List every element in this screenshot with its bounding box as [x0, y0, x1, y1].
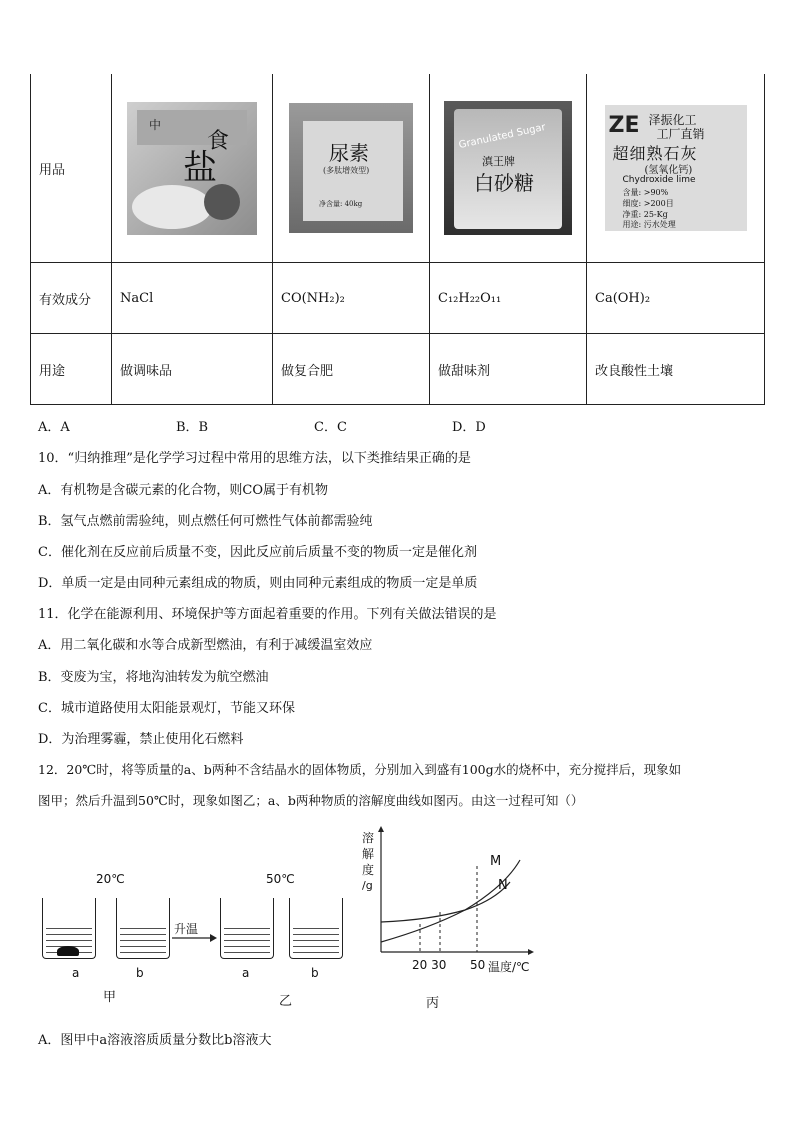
ingredient-lime: Ca(OH)₂	[587, 263, 765, 334]
q12-stem-line1: 12．20℃时，将等质量的a、b两种不含结晶水的固体物质，分别加入到盛有100g水的烧杯中，充分搅拌后，现象如	[38, 762, 682, 777]
q11-stem: 11．化学在能源利用、环境保护等方面起着重要的作用。下列有关做法错误的是	[38, 607, 497, 622]
temp-jia-label: 20℃	[96, 872, 125, 886]
q9-option-b[interactable]: B．B	[176, 420, 209, 435]
curve-m-label: M	[490, 854, 502, 869]
salt-package-photo	[127, 102, 257, 235]
q9-option-d[interactable]: D．D	[452, 420, 486, 435]
arrow-right-icon	[170, 932, 218, 944]
row-label-ingredient: 有效成分	[31, 263, 112, 334]
q11-option-d[interactable]: D．为治理雾霾，禁止使用化石燃料	[38, 732, 244, 747]
use-salt: 做调味品	[112, 334, 273, 405]
curve-n-label: N	[498, 878, 508, 893]
sugar-photo-text-3: 白砂糖	[474, 171, 534, 195]
table-row-ingredients	[31, 263, 765, 334]
row-label-use: 用途	[31, 334, 112, 405]
caption-bing: 丙	[426, 996, 440, 1011]
beaker-a-jia	[42, 898, 96, 959]
beaker-b-jia	[116, 898, 170, 959]
curve-m	[381, 860, 520, 942]
use-lime: 改良酸性土壤	[587, 334, 765, 405]
lime-photo-text-5: Chydroxide lime	[622, 175, 696, 185]
beaker-a-label-yi: a	[242, 966, 250, 980]
q10-stem: 10．“归纳推理”是化学学习过程中常用的思维方法，以下类推结果正确的是	[38, 451, 471, 466]
beaker-b-label-yi: b	[311, 966, 319, 980]
lime-cell	[587, 74, 765, 263]
ingredient-salt: NaCl	[112, 263, 273, 334]
product-table	[30, 74, 765, 405]
curve-n	[381, 882, 510, 922]
q11-option-c[interactable]: C．城市道路使用太阳能景观灯，节能又环保	[38, 701, 295, 716]
q9-option-c[interactable]: C．C	[314, 420, 347, 435]
urea-photo-text-2: (多肽增效型)	[323, 166, 370, 175]
lime-photo-text-1: 泽振化工	[648, 113, 697, 127]
salt-photo-text-2: 食	[207, 128, 230, 154]
salt-photo-text-3: 盐	[183, 147, 217, 188]
urea-cell	[273, 74, 430, 263]
row-label-items: 用品	[31, 74, 112, 263]
q9-option-a[interactable]: A．A	[38, 420, 70, 435]
salt-cell	[112, 74, 273, 263]
ingredient-sugar: C₁₂H₂₂O₁₁	[430, 263, 587, 334]
undissolved-solid	[57, 946, 79, 956]
sugar-bag-photo	[444, 101, 572, 235]
q11-option-a[interactable]: A．用二氧化碳和水等合成新型燃油，有利于减缓温室效应	[38, 638, 373, 653]
lime-photo-text-7: 细度: >200目	[622, 199, 674, 208]
salt-photo-text-1: 中	[149, 117, 162, 132]
lime-bag-photo: ZE 泽振化工 工厂直销 超细熟石灰 (氢氧化钙) Chydroxide lime 含量: >90% 细度: >200目 净重: 25-Kg 用途: 污水处理	[605, 105, 747, 231]
q10-option-c[interactable]: C．催化剂在反应前后质量不变，因此反应前后质量不变的物质一定是催化剂	[38, 545, 477, 560]
q10-option-d[interactable]: D．单质一定是由同种元素组成的物质，则由同种元素组成的物质一定是单质	[38, 576, 478, 591]
caption-yi: 乙	[279, 994, 293, 1009]
xtick-20-30: 20 30	[412, 958, 447, 972]
q11-option-b[interactable]: B．变废为宝，将地沟油转发为航空燃油	[38, 670, 269, 685]
xtick-50: 50	[470, 958, 486, 972]
table-row-uses	[31, 334, 765, 405]
beaker-a-label-jia: a	[72, 966, 80, 980]
temp-yi-label: 50℃	[266, 872, 295, 886]
q10-option-a[interactable]: A．有机物是含碳元素的化合物，则CO属于有机物	[38, 483, 328, 498]
q10-option-b[interactable]: B．氢气点燃前需验纯，则点燃任何可燃性气体前都需验纯	[38, 514, 373, 529]
arrow-label: 升温	[174, 922, 199, 936]
caption-jia: 甲	[103, 990, 117, 1005]
q12-figure	[0, 820, 794, 1010]
sugar-photo-text-2: 滇王牌	[482, 155, 515, 168]
beaker-a-yi	[220, 898, 274, 959]
use-sugar: 做甜味剂	[430, 334, 587, 405]
lime-photo-text-9: 用途: 污水处理	[622, 220, 676, 229]
lime-photo-text-3: 超细熟石灰	[612, 144, 698, 163]
table-row-products	[31, 74, 765, 263]
lime-photo-text-2: 工厂直销	[656, 127, 705, 141]
sugar-photo-text-1: Granulated Sugar	[457, 121, 547, 152]
use-urea: 做复合肥	[273, 334, 430, 405]
urea-photo-text-1: 尿素	[329, 141, 369, 165]
q12-stem-line2: 图甲；然后升温到50℃时，现象如图乙；a、b两种物质的溶解度曲线如图丙。由这一过程可知（）	[38, 793, 584, 808]
xaxis-label: 温度/℃	[488, 960, 530, 974]
q12-option-a[interactable]: A．图甲中a溶液溶质质量分数比b溶液大	[38, 1033, 272, 1048]
lime-photo-text-8: 净重: 25-Kg	[622, 210, 668, 219]
urea-photo-text-3: 净含量: 40kg	[319, 200, 363, 208]
beaker-b-yi	[289, 898, 343, 959]
lime-photo-text-4: (氢氧化钙)	[644, 165, 693, 176]
yaxis-label: 溶 解 度 /g	[362, 831, 375, 892]
sugar-cell	[430, 74, 587, 263]
ingredient-urea: CO(NH₂)₂	[273, 263, 430, 334]
lime-photo-text-6: 含量: >90%	[622, 188, 669, 197]
beaker-b-label-jia: b	[136, 966, 144, 980]
solubility-graph	[370, 824, 540, 964]
urea-bag-photo	[289, 103, 413, 233]
